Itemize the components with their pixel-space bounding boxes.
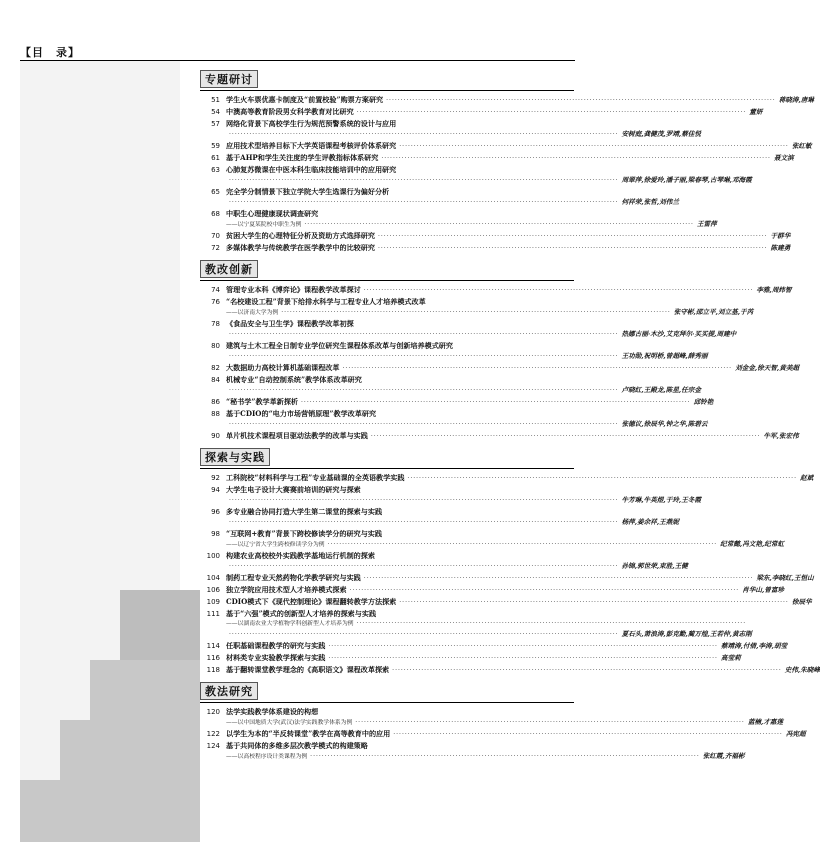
leader-dots: [350, 586, 740, 596]
article-authors: 梁东,李晓红,王恒山: [756, 574, 814, 582]
article-title: 单片机技术课程项目驱动法教学的改革与实践: [226, 431, 368, 440]
page-number: 114: [206, 642, 220, 650]
article-authors: 史伟,朱晓峰: [784, 666, 820, 674]
toc-entry[interactable]: [200, 141, 812, 152]
toc-entry[interactable]: [200, 597, 812, 608]
page-number: 57: [211, 120, 220, 128]
article-authors: 董妍: [749, 108, 763, 116]
toc-entry[interactable]: [200, 585, 785, 596]
section-rule: [200, 702, 574, 703]
section-title: 教法研究: [200, 682, 258, 700]
article-authors: 孙锦,郭世荣,束胜,王健: [621, 562, 688, 570]
leader-dots: [399, 598, 789, 608]
leader-dots: [381, 154, 771, 164]
article-authors: 张守彬,邵立平,刘立基,于芮: [673, 308, 754, 316]
article-authors: 蒋晓涛,唐琳: [778, 96, 814, 104]
article-authors: 纪常懿,冯文艳,纪常虹: [720, 540, 785, 548]
article-authors: 陈建勇: [770, 244, 791, 252]
article-subtitle: ——以湖南农业大学植物学科创新型人才培养为例: [226, 621, 354, 627]
leader-dots: [310, 752, 700, 762]
toc-entry[interactable]: [200, 409, 708, 430]
article-title: 大学生电子设计大赛赛前培训的研究与探索: [226, 485, 361, 494]
article-title: 任职基础课程教学的研究与实践: [226, 641, 326, 650]
leader-dots: [328, 654, 718, 664]
page-number: 51: [211, 96, 220, 104]
page-number: 106: [206, 586, 220, 594]
article-authors: 杨萍,姜余祥,王燕妮: [621, 518, 679, 526]
page-number: 104: [206, 574, 220, 582]
leader-dots: [229, 518, 619, 528]
toc-entry[interactable]: [200, 473, 814, 484]
article-authors: 张红霞,齐福彬: [702, 752, 745, 760]
leader-dots: [407, 474, 797, 484]
toc-entry[interactable]: [200, 529, 785, 550]
article-title: “互联网+教育”背景下跨校修读学分的研究与实践: [226, 529, 382, 538]
article-title: 基于共同体的多维多层次教学模式的构建策略: [226, 741, 368, 750]
page-number: 70: [211, 232, 220, 240]
toc-entry[interactable]: [200, 641, 788, 652]
article-title: 以学生为本的“半反转课堂”教学在高等教育中的应用: [226, 729, 391, 738]
article-title: “秘书学”教学革新探析: [226, 397, 299, 406]
leader-dots: [229, 562, 619, 572]
leader-dots: [229, 176, 619, 186]
leader-dots: [229, 198, 619, 208]
section-title: 专题研讨: [200, 70, 258, 88]
page-number: 100: [206, 552, 220, 560]
leader-dots: [281, 308, 671, 318]
toc-section: [200, 678, 806, 762]
toc-entry[interactable]: [200, 319, 737, 340]
toc-entry[interactable]: [200, 431, 799, 442]
leader-dots: [301, 398, 691, 408]
article-title: 多媒体教学与传统教学在医学教学中的比较研究: [226, 243, 375, 252]
article-authors: 冯宪超: [785, 730, 806, 738]
article-authors: 蔡靖涛,付倩,李涛,胡莹: [720, 642, 788, 650]
article-title: 完全学分制情景下独立学院大学生选课行为偏好分析: [226, 187, 390, 196]
toc-entry[interactable]: [200, 153, 794, 164]
leader-dots: [364, 286, 754, 296]
page-number: 118: [206, 666, 220, 674]
toc-entry[interactable]: [200, 653, 741, 664]
article-title: 贫困大学生的心理特征分析及资助方式选择研究: [226, 231, 375, 240]
page-number: 88: [211, 410, 220, 418]
article-authors: 徐辰华: [791, 598, 812, 606]
toc-entry[interactable]: [200, 363, 800, 374]
article-authors: 赵斌: [800, 474, 814, 482]
leader-dots: [229, 386, 619, 396]
article-authors: 肖华山,曾富珍: [742, 586, 785, 594]
page-number: 86: [211, 398, 220, 406]
toc-entry[interactable]: [200, 95, 814, 106]
article-authors: 张德议,徐辰华,钟之华,陈碧云: [621, 420, 708, 428]
article-authors: 李雅,周炜智: [756, 286, 792, 294]
article-title: 制药工程专业天然药物化学教学研究与实践: [226, 573, 361, 582]
article-authors: 牛芳琳,牛英煜,于玲,王冬霞: [621, 496, 701, 504]
leader-dots: [355, 718, 745, 728]
toc-entry[interactable]: [200, 485, 701, 506]
leader-dots: [378, 244, 768, 254]
article-authors: 牛军,张宏伟: [763, 432, 799, 440]
page-number: 109: [206, 598, 220, 606]
page-number: 116: [206, 654, 220, 662]
toc-entry[interactable]: [200, 107, 763, 118]
page-number: 82: [211, 364, 220, 372]
toc-entry[interactable]: [200, 187, 679, 208]
article-authors: 王功勋,祝明桥,曾超峰,薛秀丽: [621, 352, 708, 360]
page-number: 72: [211, 244, 220, 252]
article-authors: 何祥荣,张哲,刘伟兰: [621, 198, 679, 206]
page-number: 68: [211, 210, 220, 218]
toc-entry[interactable]: [200, 609, 752, 640]
page-number: 111: [206, 610, 220, 618]
leader-dots: [357, 619, 747, 629]
leader-dots: [392, 666, 782, 676]
page-number: 92: [211, 474, 220, 482]
article-title: 管理专业本科《博弈论》课程教学改革探讨: [226, 285, 361, 294]
article-authors: 刘金金,徐天智,黄美超: [735, 364, 800, 372]
page-number: 74: [211, 286, 220, 294]
toc-entry[interactable]: [200, 285, 792, 296]
page-number: 80: [211, 342, 220, 350]
article-title: 《食品安全与卫生学》课程教学改革初探: [226, 319, 354, 328]
leader-dots: [328, 540, 718, 550]
leader-dots: [328, 642, 718, 652]
article-authors: 夏石头,萧浪涛,彭克勤,蔺万煌,王若仲,黄志刚: [621, 630, 752, 638]
article-authors: 卢晓红,王殿龙,陈星,任宗金: [621, 386, 701, 394]
section-rule: [200, 90, 574, 91]
toc-entry[interactable]: [200, 729, 806, 740]
article-authors: 张红敏: [791, 142, 812, 150]
article-subtitle: ——以中国地质大学(武汉)法学实践教学体系为例: [226, 720, 353, 726]
article-title: 基于CDIO的“电力市场营销原理”教学改革研究: [226, 409, 377, 418]
article-authors: 周翠萍,徐爱玲,潘子丽,梁春琴,古琴琳,邓海霞: [621, 176, 752, 184]
leader-dots: [229, 420, 619, 430]
article-authors: 高莹莉: [720, 654, 741, 662]
toc-entry[interactable]: [200, 573, 814, 584]
article-title: 心肺复苏微课在中医本科生临床技能培训中的应用研究: [226, 165, 397, 174]
article-subtitle: ——以济南大学为例: [226, 310, 279, 316]
page-number: 61: [211, 154, 220, 162]
leader-dots: [229, 330, 619, 340]
page-number: 124: [206, 742, 220, 750]
toc-entry[interactable]: [200, 665, 820, 676]
page-number: 98: [211, 530, 220, 538]
article-subtitle: ——以辽宁省大学生跨校修读学分为例: [226, 542, 325, 548]
leader-dots: [386, 96, 776, 106]
section-rule: [200, 280, 574, 281]
article-title: 基于“六强”模式的创新型人才培养的探索与实践: [226, 609, 377, 618]
page-number: 59: [211, 142, 220, 150]
article-title: 多专业融合协同打造大学生第二课堂的探索与实践: [226, 507, 383, 516]
toc-entry[interactable]: [200, 741, 745, 762]
section-rule: [200, 468, 574, 469]
article-title: 网络化背景下高校学生行为规范预警系统的设计与应用: [226, 119, 397, 128]
toc-entry[interactable]: [200, 507, 679, 528]
header-rule: [20, 60, 575, 61]
article-authors: 安树庭,龚健茂,罗靖,蔡佳悦: [621, 130, 701, 138]
leader-dots: [229, 352, 619, 362]
article-authors: 蓝楠,才惠莲: [747, 718, 784, 726]
page-number: 122: [206, 730, 220, 738]
article-title: 中澳高等教育阶段男女科学教育对比研究: [226, 107, 354, 116]
toc-entry[interactable]: [200, 231, 791, 242]
article-authors: 于群华: [770, 232, 791, 240]
toc-entry[interactable]: [200, 297, 754, 318]
page-number: 94: [211, 486, 220, 494]
article-title: 机械专业“自动控制系统”教学体系改革研究: [226, 375, 362, 384]
leader-dots: [229, 630, 619, 640]
leader-dots: [393, 730, 783, 740]
leader-dots: [229, 496, 619, 506]
article-authors: 王雷萍: [696, 220, 717, 228]
page-number: 84: [211, 376, 220, 384]
article-title: 材料类专业实验教学探索与实践: [226, 653, 326, 662]
leader-dots: [399, 142, 789, 152]
leader-dots: [229, 130, 619, 140]
article-authors: 热娜古丽·木沙,艾克拜尔·买买提,周建中: [621, 330, 737, 338]
toc-section: [200, 444, 820, 676]
stairs-decoration: [20, 590, 200, 842]
toc-entry[interactable]: [200, 119, 701, 140]
article-title: 中职生心理健康现状调查研究: [226, 209, 319, 218]
article-title: 建筑与土木工程全日制专业学位研究生课程体系改革与创新培养模式研究: [226, 341, 453, 350]
leader-dots: [343, 364, 733, 374]
toc-entry[interactable]: [200, 209, 717, 230]
page-number: 96: [211, 508, 220, 516]
page-number: 90: [211, 432, 220, 440]
leader-dots: [304, 220, 694, 230]
article-title: “名校建设工程”背景下给排水科学与工程专业人才培养模式改革: [226, 297, 426, 306]
leader-dots: [371, 432, 761, 442]
page-number: 78: [211, 320, 220, 328]
article-title: 大数据助力高校计算机基础课程改革: [226, 363, 340, 372]
toc-entry[interactable]: [200, 707, 784, 728]
toc-entry[interactable]: [200, 165, 752, 186]
page-number: 76: [211, 298, 220, 306]
article-subtitle: ——以宁夏某院校中职生为例: [226, 222, 302, 228]
leader-dots: [364, 574, 754, 584]
article-title: 应用技术型培养目标下大学英语课程考核评价体系研究: [226, 141, 397, 150]
article-authors: 聂文滨: [773, 154, 794, 162]
leader-dots: [357, 108, 747, 118]
article-title: CDIO模式下《现代控制理论》课程翻转教学方法探索: [226, 597, 397, 606]
article-title: 构建农业高校校外实践教学基地运行机制的探索: [226, 551, 375, 560]
page-header: 【目 录】: [20, 46, 80, 59]
article-title: 法学实践教学体系建设的构想: [226, 707, 319, 716]
toc-entry[interactable]: [200, 375, 701, 396]
article-title: 基于翻转课堂教学理念的《高职语文》课程改革探索: [226, 665, 390, 674]
leader-dots: [378, 232, 768, 242]
article-title: 工科院校“材料科学与工程”专业基础课的全英语教学实践: [226, 473, 405, 482]
page-number: 54: [211, 108, 220, 116]
toc-section: [200, 256, 800, 442]
toc-entry[interactable]: [200, 341, 708, 362]
page-number: 65: [211, 188, 220, 196]
article-title: 学生火车票优惠卡制度及“前置校验”购票方案研究: [226, 95, 384, 104]
toc-content: [200, 66, 820, 764]
toc-entry[interactable]: [200, 243, 791, 254]
section-title: 探索与实践: [200, 448, 270, 466]
section-title: 教改创新: [200, 260, 258, 278]
article-title: 独立学院应用技术型人才培养模式探索: [226, 585, 347, 594]
page-number: 120: [206, 708, 220, 716]
toc-entry[interactable]: [200, 551, 688, 572]
article-subtitle: ——以高校程序设计类课程为例: [226, 754, 308, 760]
article-authors: 邱铃艳: [693, 398, 714, 406]
article-title: 基于AHP和学生关注度的学生评教指标体系研究: [226, 153, 379, 162]
page-number: 63: [211, 166, 220, 174]
toc-section: [200, 66, 814, 254]
toc-entry[interactable]: [200, 397, 714, 408]
